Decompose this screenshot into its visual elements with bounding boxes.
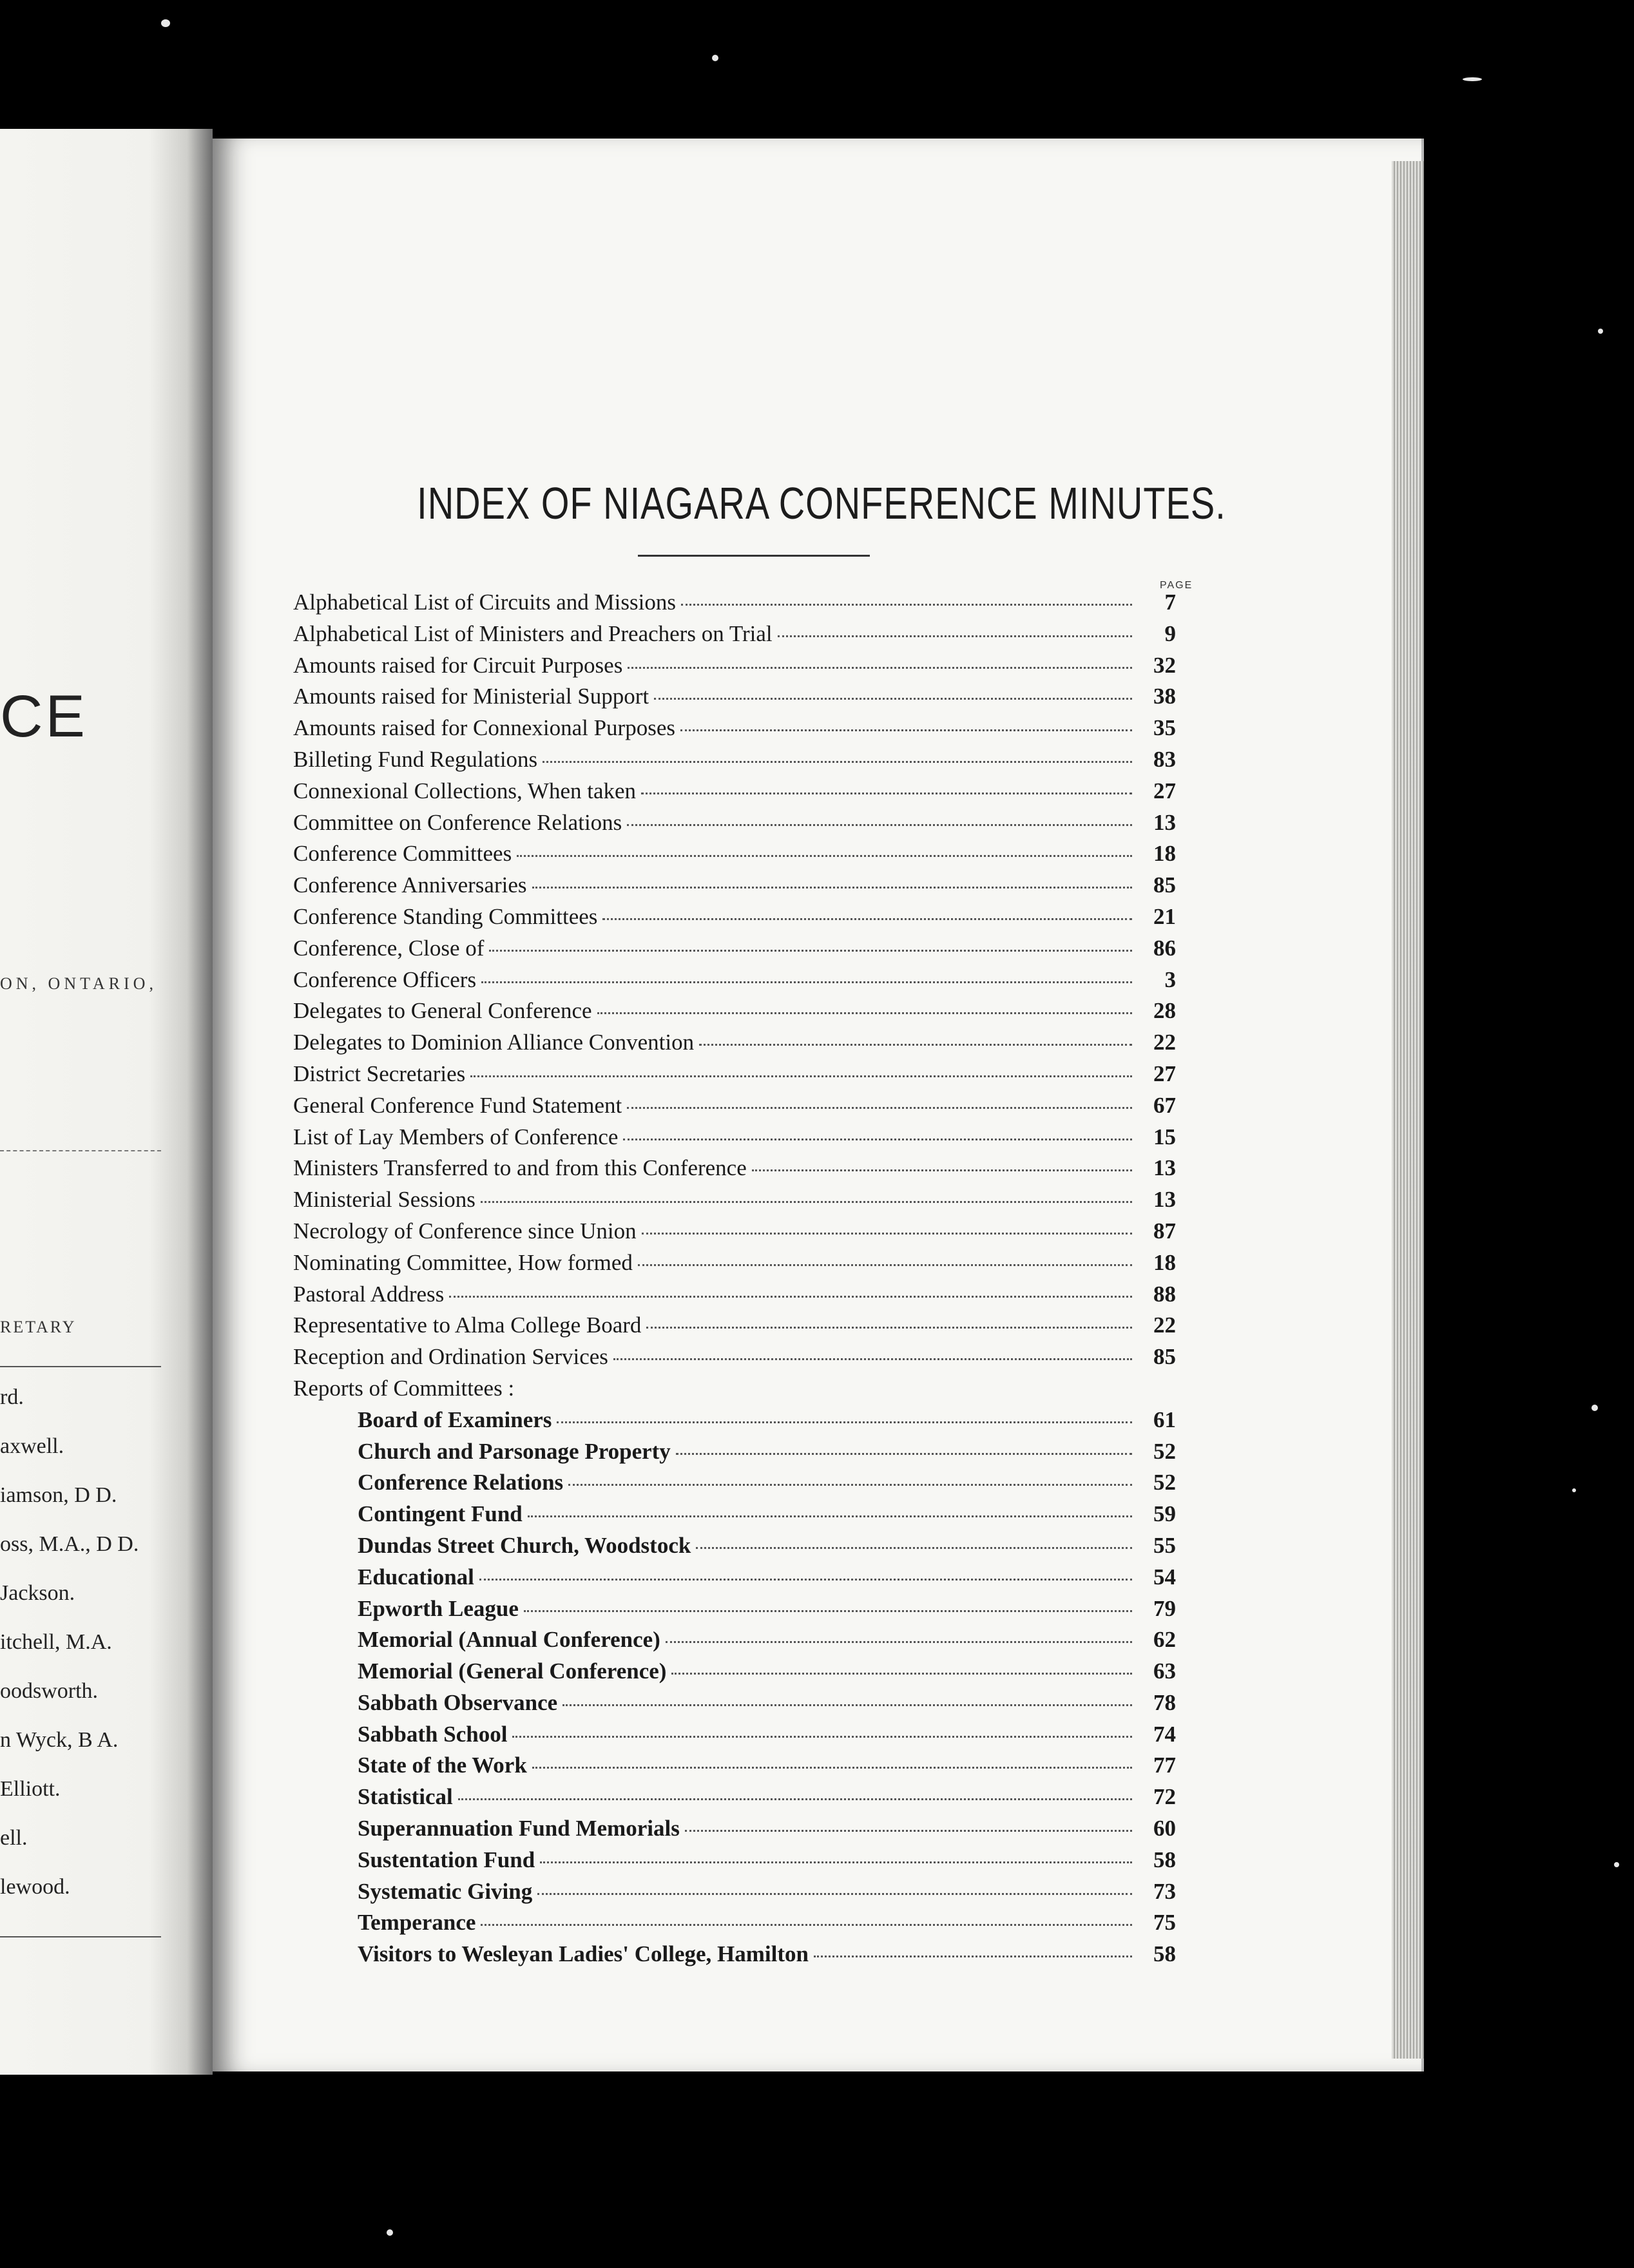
entry-label: Connexional Collections, When taken <box>293 778 637 803</box>
entry-label: Delegates to Dominion Alliance Convention <box>293 1030 695 1055</box>
entry-label: Reception and Ordination Services <box>293 1344 608 1370</box>
entry-label: Dundas Street Church, Woodstock <box>358 1532 691 1558</box>
dot-leader <box>676 1453 1132 1455</box>
entry-page-number: 3 <box>1164 966 1176 992</box>
index-entry <box>293 1690 1176 1722</box>
entry-page-number: 18 <box>1153 841 1176 867</box>
entry-page-number: 85 <box>1153 872 1176 898</box>
dot-leader <box>646 1327 1132 1329</box>
scan-speck <box>1591 1405 1598 1411</box>
entry-label: Amounts raised for Connexional Purposes <box>293 715 675 741</box>
index-entry <box>293 1250 1176 1282</box>
entry-page-number: 88 <box>1153 1281 1176 1307</box>
dot-leader <box>479 1579 1132 1581</box>
entry-label: Memorial (Annual Conference) <box>358 1627 660 1653</box>
entry-label: Conference Officers <box>293 966 477 992</box>
index-entry <box>293 1847 1176 1879</box>
index-entry <box>293 841 1176 872</box>
entry-label: Conference Committees <box>293 841 512 867</box>
index-entry <box>293 936 1176 967</box>
list-item: iamson, D D. <box>0 1483 117 1507</box>
entry-label: Delegates to General Conference <box>293 998 592 1024</box>
dot-leader <box>681 604 1132 606</box>
index-entry <box>293 1344 1176 1376</box>
entry-label: Temperance <box>358 1910 476 1936</box>
dot-leader <box>458 1798 1132 1800</box>
entry-page-number: 13 <box>1153 1155 1176 1181</box>
entry-label: State of the Work <box>358 1753 527 1778</box>
dot-leader <box>641 793 1132 794</box>
dot-leader <box>540 1861 1132 1863</box>
entry-page-number: 67 <box>1153 1092 1176 1118</box>
index-entry <box>293 1784 1176 1816</box>
entry-page-number: 60 <box>1153 1816 1176 1841</box>
index-page <box>213 139 1424 2071</box>
entry-label: Sustentation Fund <box>358 1847 535 1872</box>
entry-label: Conference Relations <box>358 1470 564 1495</box>
index-entry <box>293 715 1176 747</box>
entry-page-number: 28 <box>1153 998 1176 1024</box>
entry-page-number: 27 <box>1153 1061 1176 1086</box>
list-item: n Wyck, B A. <box>0 1728 119 1752</box>
entry-label: Conference Standing Committees <box>293 903 598 929</box>
entry-page-number: 73 <box>1153 1878 1176 1904</box>
index-entry <box>293 684 1176 715</box>
heading-fragment: CE <box>0 684 88 749</box>
entry-page-number: 77 <box>1153 1753 1176 1778</box>
dot-leader <box>699 1044 1132 1046</box>
entry-page-number: 58 <box>1153 1941 1176 1967</box>
entry-label: Superannuation Fund Memorials <box>358 1816 680 1841</box>
dot-leader <box>537 1893 1132 1895</box>
entry-label: Amounts raised for Circuit Purposes <box>293 652 623 678</box>
index-entry <box>293 1030 1176 1061</box>
entry-page-number: 32 <box>1153 652 1176 678</box>
entry-label: Church and Parsonage Property <box>358 1438 671 1464</box>
scan-speck <box>387 2229 393 2236</box>
page-title: INDEX OF NIAGARA CONFERENCE MINUTES. <box>417 477 1226 528</box>
list-item: oodsworth. <box>0 1679 99 1703</box>
scan-speck <box>1614 1862 1619 1867</box>
index-entry <box>293 1124 1176 1156</box>
scan-speck <box>1572 1488 1576 1492</box>
entry-page-number: 13 <box>1153 809 1176 835</box>
index-entry <box>293 778 1176 810</box>
index-entry <box>293 810 1176 841</box>
entry-page-number: 52 <box>1153 1438 1176 1464</box>
index-list <box>293 590 1176 1973</box>
index-entry <box>293 1282 1176 1313</box>
dot-leader <box>562 1704 1132 1706</box>
index-entry <box>293 653 1176 684</box>
index-entry <box>293 998 1176 1030</box>
entry-label: Reports of Committees : <box>293 1375 515 1401</box>
dot-leader <box>642 1233 1132 1235</box>
list-item: rd. <box>0 1385 24 1409</box>
index-entry <box>293 1501 1176 1533</box>
dot-leader <box>543 761 1132 763</box>
dot-leader <box>481 1924 1132 1926</box>
index-entry <box>293 1627 1176 1658</box>
index-entry <box>293 1910 1176 1941</box>
entry-label: Epworth League <box>358 1595 519 1621</box>
index-entry <box>293 1376 1176 1407</box>
index-entry <box>293 1722 1176 1753</box>
list-item: Jackson. <box>0 1581 75 1605</box>
entry-page-number: 9 <box>1164 620 1176 646</box>
entry-page-number: 22 <box>1153 1312 1176 1338</box>
entry-page-number: 72 <box>1153 1784 1176 1810</box>
names-list <box>0 1385 139 1924</box>
list-item: oss, M.A., D D. <box>0 1532 139 1556</box>
dot-leader <box>489 950 1132 952</box>
index-entry <box>293 1407 1176 1439</box>
entry-page-number: 54 <box>1153 1564 1176 1590</box>
entry-label: Visitors to Wesleyan Ladies' College, Hamilton <box>358 1941 809 1967</box>
entry-label: Board of Examiners <box>358 1407 552 1432</box>
index-entry <box>293 1941 1176 1973</box>
dot-leader <box>532 887 1133 889</box>
entry-label: Pastoral Address <box>293 1281 445 1307</box>
title-divider <box>638 555 870 557</box>
divider <box>0 1936 161 1937</box>
entry-label: Nominating Committee, How formed <box>293 1249 633 1275</box>
page-column-label: PAGE <box>1160 580 1193 591</box>
entry-label: Sabbath Observance <box>358 1689 558 1715</box>
entry-label: Educational <box>358 1564 474 1590</box>
entry-page-number: 78 <box>1153 1689 1176 1715</box>
entry-page-number: 52 <box>1153 1470 1176 1495</box>
entry-label: Billeting Fund Regulations <box>293 746 538 772</box>
dot-leader <box>628 667 1132 669</box>
dot-leader <box>613 1358 1132 1360</box>
dot-leader <box>602 918 1132 920</box>
list-item: axwell. <box>0 1434 64 1458</box>
dot-leader <box>627 824 1132 826</box>
scan-speck <box>161 19 170 27</box>
entry-page-number: 55 <box>1153 1532 1176 1558</box>
list-item: Elliott. <box>0 1777 61 1801</box>
dot-leader <box>666 1641 1132 1643</box>
entry-label: Ministers Transferred to and from this Conference <box>293 1155 747 1181</box>
index-entry <box>293 1312 1176 1344</box>
dot-leader <box>524 1610 1132 1612</box>
dot-leader <box>654 698 1132 700</box>
dot-leader <box>627 1107 1132 1109</box>
index-entry <box>293 904 1176 936</box>
entry-label: Conference, Close of <box>293 935 485 961</box>
entry-page-number: 21 <box>1153 903 1176 929</box>
index-entry <box>293 1533 1176 1564</box>
entry-label: Sabbath School <box>358 1721 508 1747</box>
entry-page-number: 62 <box>1153 1627 1176 1653</box>
index-entry <box>293 1061 1176 1093</box>
dot-leader <box>623 1139 1132 1140</box>
secretary-fragment: RETARY <box>0 1318 77 1336</box>
index-entry <box>293 1218 1176 1250</box>
entry-label: Necrology of Conference since Union <box>293 1218 637 1244</box>
entry-label: Contingent Fund <box>358 1501 523 1527</box>
index-entry <box>293 1439 1176 1470</box>
entry-label: Amounts raised for Ministerial Support <box>293 684 649 709</box>
entry-page-number: 59 <box>1153 1501 1176 1527</box>
index-entry <box>293 1879 1176 1910</box>
list-item: ell. <box>0 1826 28 1850</box>
index-entry <box>293 1753 1176 1784</box>
dot-leader <box>814 1956 1132 1957</box>
entry-page-number: 38 <box>1153 684 1176 709</box>
divider <box>0 1150 161 1151</box>
entry-label: Systematic Giving <box>358 1878 533 1904</box>
dot-leader <box>778 635 1132 637</box>
entry-page-number: 13 <box>1153 1187 1176 1213</box>
entry-label: Committee on Conference Relations <box>293 809 622 835</box>
scan-speck <box>1463 77 1482 81</box>
index-entry <box>293 1155 1176 1187</box>
index-entry <box>293 747 1176 778</box>
dot-leader <box>680 729 1132 731</box>
dot-leader <box>512 1736 1132 1738</box>
dot-leader <box>568 1484 1132 1486</box>
dot-leader <box>470 1075 1132 1077</box>
dot-leader <box>517 855 1132 857</box>
index-entry <box>293 590 1176 621</box>
entry-page-number: 83 <box>1153 746 1176 772</box>
index-entry <box>293 1564 1176 1596</box>
entry-page-number: 74 <box>1153 1721 1176 1747</box>
dot-leader <box>481 981 1132 983</box>
index-entry <box>293 967 1176 999</box>
place-fragment: ON, ONTARIO, <box>0 974 157 993</box>
entry-page-number: 63 <box>1153 1658 1176 1684</box>
entry-page-number: 58 <box>1153 1847 1176 1872</box>
index-entry <box>293 1093 1176 1124</box>
entry-label: Alphabetical List of Ministers and Preachers on Trial <box>293 620 773 646</box>
entry-page-number: 85 <box>1153 1344 1176 1370</box>
entry-page-number: 35 <box>1153 715 1176 741</box>
dot-leader <box>449 1296 1132 1298</box>
dot-leader <box>557 1421 1132 1423</box>
dot-leader <box>752 1169 1132 1171</box>
entry-page-number: 87 <box>1153 1218 1176 1244</box>
entry-label: Conference Anniversaries <box>293 872 527 898</box>
scan-speck <box>712 55 718 61</box>
index-entry <box>293 1187 1176 1218</box>
entry-label: Memorial (General Conference) <box>358 1658 667 1684</box>
entry-page-number: 86 <box>1153 935 1176 961</box>
index-entry <box>293 1596 1176 1628</box>
entry-page-number: 15 <box>1153 1124 1176 1149</box>
index-entry <box>293 1470 1176 1501</box>
dot-leader <box>597 1012 1132 1014</box>
entry-label: Alphabetical List of Circuits and Missions <box>293 590 676 615</box>
index-entry <box>293 621 1176 653</box>
entry-page-number: 22 <box>1153 1030 1176 1055</box>
entry-label: General Conference Fund Statement <box>293 1092 622 1118</box>
entry-page-number: 79 <box>1153 1595 1176 1621</box>
list-item: lewood. <box>0 1875 70 1899</box>
divider <box>0 1366 161 1367</box>
entry-page-number: 27 <box>1153 778 1176 803</box>
index-entry <box>293 1658 1176 1690</box>
entry-page-number: 7 <box>1164 590 1176 615</box>
entry-label: Ministerial Sessions <box>293 1187 476 1213</box>
list-item: itchell, M.A. <box>0 1630 112 1654</box>
entry-label: District Secretaries <box>293 1061 466 1086</box>
previous-page-fragment <box>0 129 213 2075</box>
dot-leader <box>671 1673 1132 1675</box>
entry-label: Statistical <box>358 1784 453 1810</box>
dot-leader <box>528 1515 1132 1517</box>
entry-label: List of Lay Members of Conference <box>293 1124 619 1149</box>
dot-leader <box>532 1767 1132 1769</box>
entry-page-number: 61 <box>1153 1407 1176 1432</box>
entry-page-number: 18 <box>1153 1249 1176 1275</box>
index-entry <box>293 872 1176 904</box>
dot-leader <box>638 1264 1132 1266</box>
dot-leader <box>696 1547 1132 1549</box>
dot-leader <box>685 1830 1132 1832</box>
entry-page-number: 75 <box>1153 1910 1176 1936</box>
entry-label: Representative to Alma College Board <box>293 1312 642 1338</box>
dot-leader <box>481 1201 1132 1203</box>
index-entry <box>293 1816 1176 1847</box>
scan-speck <box>1598 329 1603 334</box>
page-edge <box>1392 161 1424 2059</box>
